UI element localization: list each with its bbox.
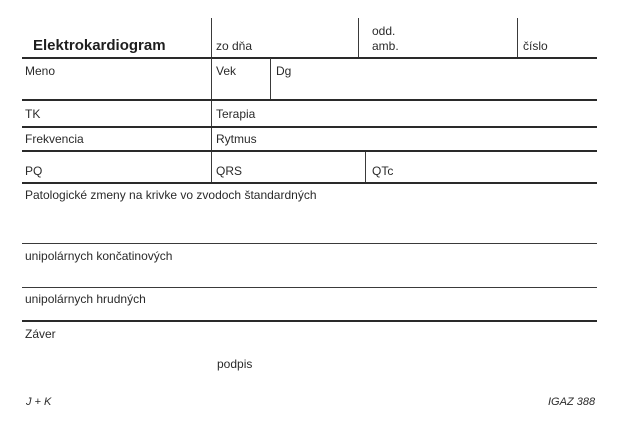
pq-label: PQ (25, 164, 43, 178)
rhythm-label: Rytmus (216, 132, 257, 146)
qtc-label: QTc (372, 164, 394, 178)
footer-form-code: IGAZ 388 (548, 396, 596, 408)
divider (211, 128, 212, 151)
row-rule (22, 150, 597, 152)
divider (211, 18, 212, 58)
row-rule (22, 126, 597, 128)
header-rule (22, 57, 597, 59)
row-rule (22, 99, 597, 101)
divider (358, 18, 359, 58)
form-title: Elektrokardiogram (33, 37, 166, 54)
unipolar-chest-label: unipolárnych hrudných (25, 292, 146, 306)
divider (211, 101, 212, 128)
number-label: číslo (523, 39, 548, 53)
department-label-odd: odd. (372, 24, 396, 38)
frequency-label: Frekvencia (25, 132, 84, 146)
row-rule (22, 320, 597, 322)
row-rule (22, 287, 597, 288)
date-label: zo dňa (216, 39, 253, 53)
unipolar-limb-label: unipolárnych končatinových (25, 249, 173, 263)
divider (211, 58, 212, 100)
divider (517, 18, 518, 58)
conclusion-label: Záver (25, 327, 56, 341)
therapy-label: Terapia (216, 107, 256, 121)
department-label-amb: amb. (372, 39, 399, 53)
row-rule (22, 243, 597, 244)
row-rule (22, 182, 597, 184)
divider (270, 58, 271, 100)
divider (211, 152, 212, 183)
name-label: Meno (25, 64, 56, 78)
blood-pressure-label: TK (25, 107, 41, 121)
pathological-changes-label: Patologické zmeny na krivke vo zvodoch štandardných (25, 188, 317, 202)
diagnosis-label: Dg (276, 64, 292, 78)
footer-left-mark: J + K (26, 396, 52, 408)
divider (365, 152, 366, 183)
age-label: Vek (216, 64, 237, 78)
signature-label: podpis (217, 357, 253, 371)
qrs-label: QRS (216, 164, 243, 178)
